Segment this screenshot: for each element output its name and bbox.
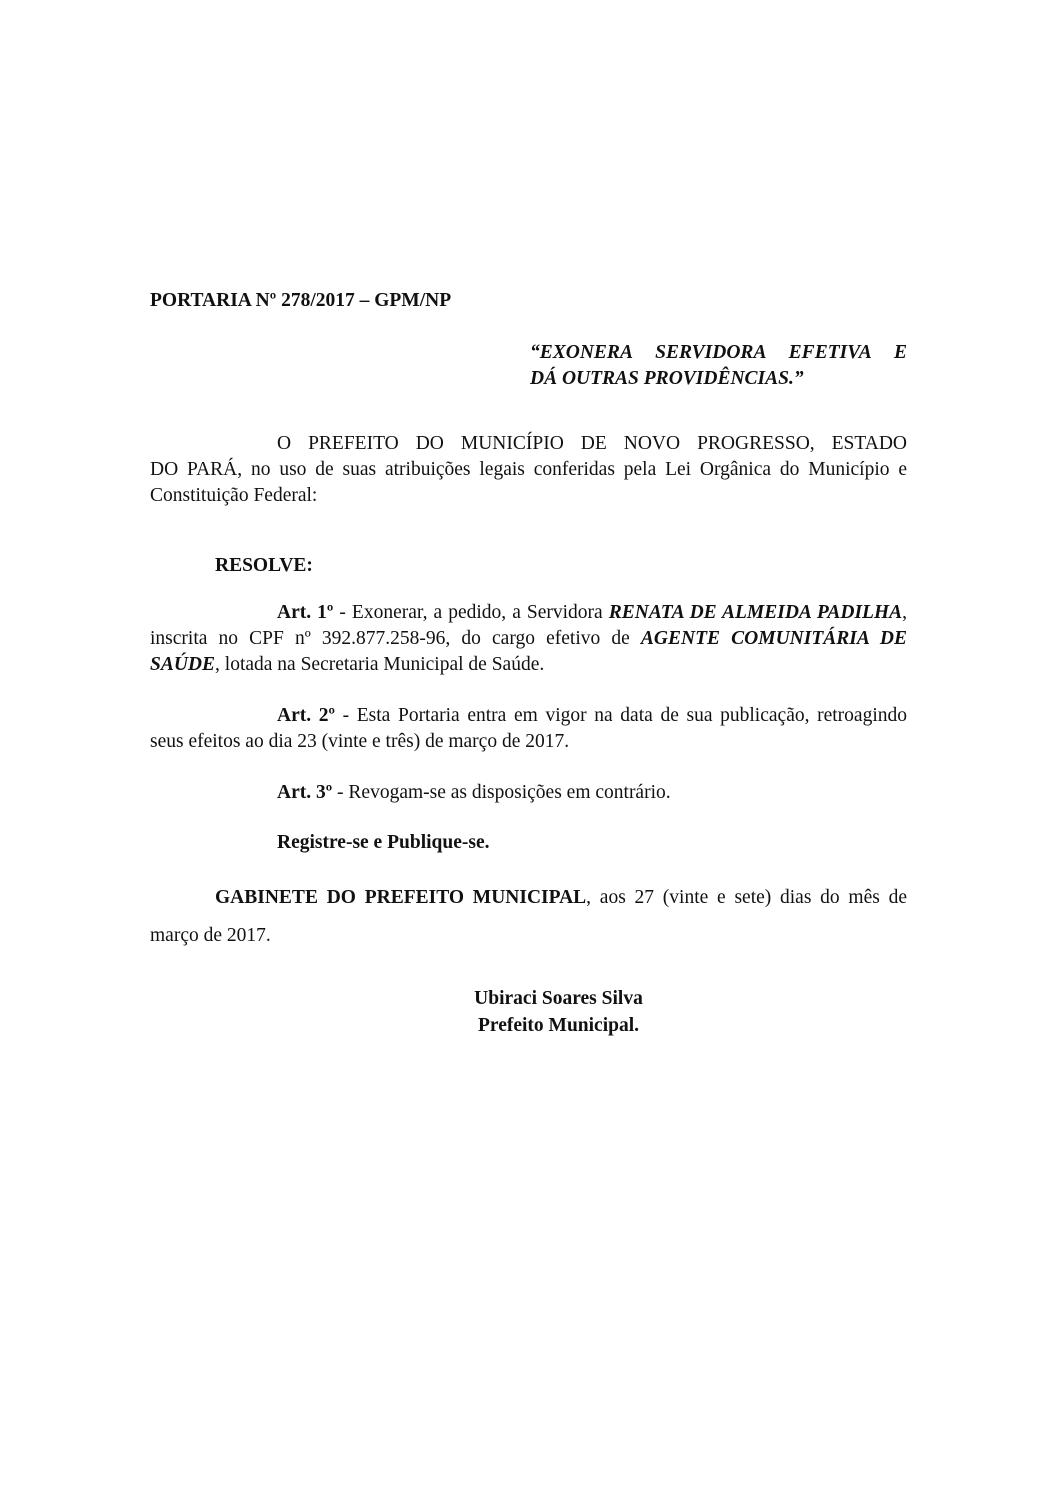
article-3-text: - Revogam-se as disposições em contrário. — [332, 782, 671, 803]
signatory-role: Prefeito Municipal. — [477, 1015, 640, 1036]
article-3-label: Art. 3º — [277, 782, 333, 803]
gabinete-closing — [150, 879, 907, 955]
article-2-text: - Esta Portaria entra em vigor na data de sua publicação, retroagindo seus efeitos ao dia 23 (vinte e três) de março de 2017. — [150, 705, 908, 752]
ementa — [530, 340, 907, 392]
gabinete-label: GABINETE DO PREFEITO MUNICIPAL — [215, 887, 587, 908]
article-2-label: Art. 2º — [277, 705, 335, 726]
position-title: AGENTE COMUNITÁRIA DE SAÚDE — [150, 628, 907, 675]
signatory-name: Ubiraci Soares Silva — [474, 988, 643, 1009]
ementa-line-2: DÁ OUTRAS PROVIDÊNCIAS.” — [530, 368, 804, 389]
preamble — [150, 431, 907, 509]
article-1-text-b: , inscrita no CPF nº 392.877.258-96, do cargo efetivo de — [150, 602, 907, 649]
article-1-label: Art. 1º — [277, 602, 334, 623]
resolve-heading: RESOLVE: — [215, 555, 313, 576]
registre-publique: Registre-se e Publique-se. — [277, 832, 490, 853]
article-3 — [150, 780, 907, 806]
document-title: PORTARIA Nº 278/2017 – GPM/NP — [150, 290, 452, 311]
preamble-state: DO PARÁ — [150, 459, 238, 480]
gabinete-text: , aos 27 (vinte e sete) dias do mês de março de 2017. — [150, 887, 908, 946]
preamble-line-2-text: , no uso de suas atribuições legais conferidas pela Lei Orgânica do Município e — [237, 459, 907, 480]
preamble-line-1: O PREFEITO DO MUNICÍPIO DE NOVO PROGRESSO, ESTADO — [277, 433, 907, 454]
article-1-text-a: - Exonerar, a pedido, a Servidora — [333, 602, 609, 623]
article-2 — [150, 703, 907, 755]
preamble-line-2 — [150, 457, 907, 483]
servant-name: RENATA DE ALMEIDA PADILHA — [608, 602, 903, 623]
ementa-line-1: “EXONERA SERVIDORA EFETIVA E — [530, 342, 907, 363]
article-1-text-c: , lotada na Secretaria Municipal de Saúde. — [215, 654, 545, 675]
preamble-line-3: Constituição Federal: — [150, 485, 318, 506]
article-1 — [150, 600, 907, 678]
signature-block — [380, 985, 737, 1039]
